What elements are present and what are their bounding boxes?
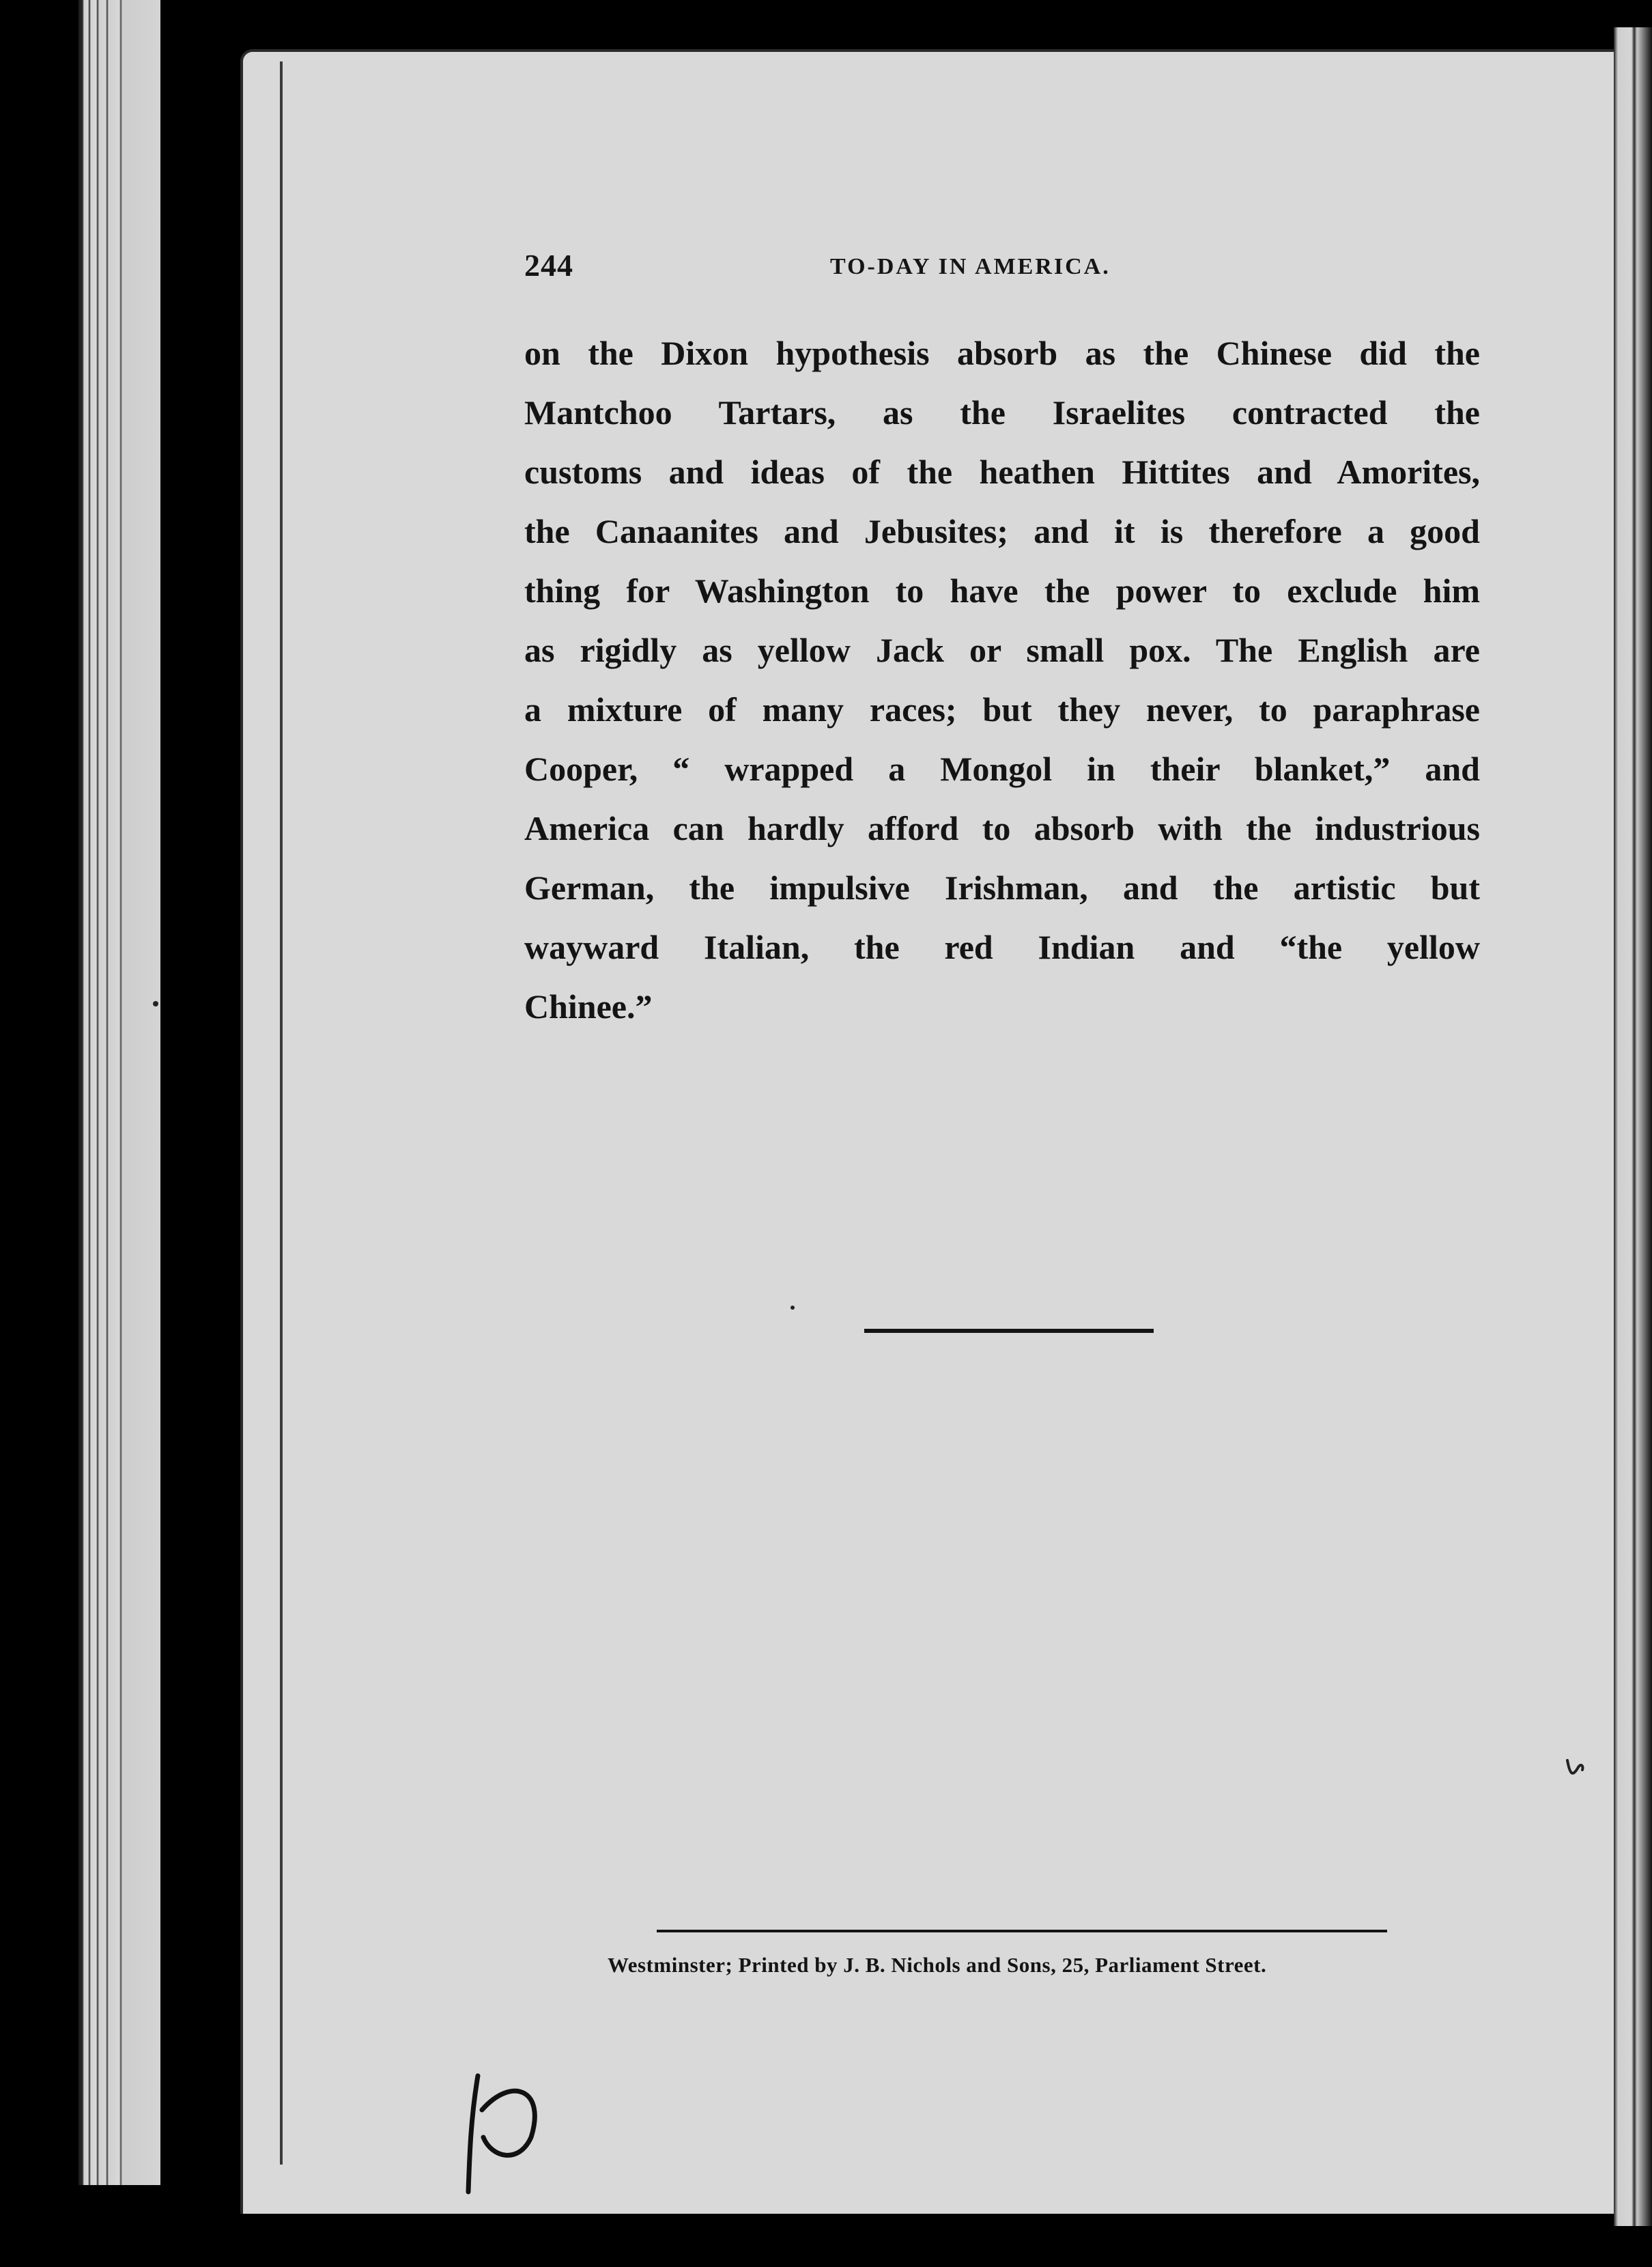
text-line: German, the impulsive Irishman, and the artistic but [524,869,1480,907]
text-line: Chinee.” [524,987,653,1026]
running-title: TO-DAY IN AMERICA. [830,254,1111,279]
text-line: Mantchoo Tartars, as the Israelites contracted the [524,393,1480,432]
text-line: customs and ideas of the heathen Hittites and Amorites, [524,453,1480,491]
text-line: as rigidly as yellow Jack or small pox. The English are [524,631,1480,669]
dust-speck [791,1306,795,1310]
body-paragraph [524,324,1480,1037]
text-line: wayward Italian, the red Indian and “the yellow [524,928,1480,966]
imprint-rule [657,1930,1387,1932]
section-end-rule [864,1329,1154,1333]
page-number: 244 [524,248,573,283]
running-header [524,247,1477,291]
text-line: America can hardly afford to absorb with the industrious [524,809,1480,847]
text-line: thing for Washington to have the power to exclude him [524,572,1480,610]
printer-imprint: Westminster; Printed by J. B. Nichols and Sons, 25, Parliament Street. [608,1953,1267,1977]
page-gutter-line [280,61,283,2165]
dust-speck [153,1001,158,1006]
text-line: the Canaanites and Jebusites; and it is therefore a good [524,512,1480,550]
stacked-page-edges [79,0,160,2185]
handwritten-pencil-mark [451,2062,560,2199]
text-line: a mixture of many races; but they never, to paraphrase [524,690,1480,729]
text-line: Cooper, “ wrapped a Mongol in their blanket,” and [524,750,1480,788]
margin-pencil-mark [1563,1755,1591,1782]
right-page-edge [1614,27,1652,2226]
text-line: on the Dixon hypothesis absorb as the Chinese did the [524,334,1480,372]
